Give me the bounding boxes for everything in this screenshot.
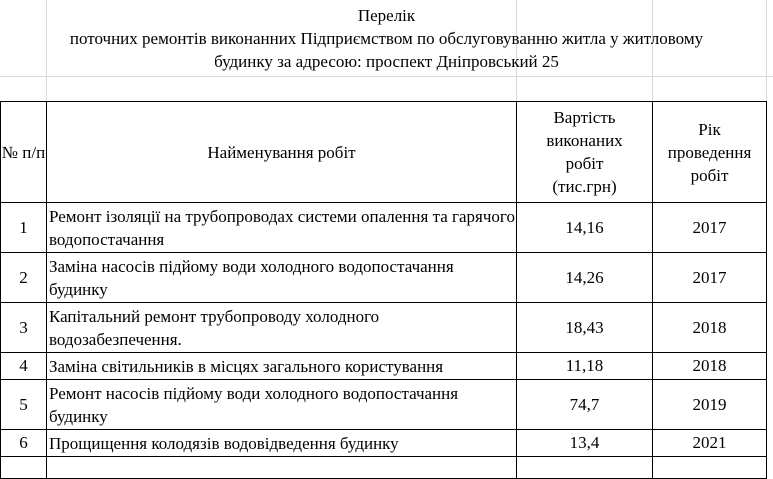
empty-cell <box>653 457 767 479</box>
header-name: Найменування робіт <box>47 102 517 203</box>
title-line-1: Перелік <box>357 6 416 25</box>
table-row <box>1 430 767 457</box>
document-title <box>0 4 773 73</box>
table-row <box>1 203 767 253</box>
row-name: Ремонт насосів підйому води холодного водопостачання будинку <box>47 380 517 430</box>
row-year: 2018 <box>653 353 767 380</box>
row-num: 1 <box>1 203 47 253</box>
row-cost: 14,16 <box>517 203 653 253</box>
table-row <box>1 303 767 353</box>
table-row <box>1 380 767 430</box>
row-cost: 14,26 <box>517 253 653 303</box>
table-empty-row <box>1 457 767 479</box>
empty-cell <box>1 457 47 479</box>
header-cost: Вартість виконаних робіт (тис.грн) <box>517 102 653 203</box>
row-year: 2017 <box>653 253 767 303</box>
header-year: Рік проведення робіт <box>653 102 767 203</box>
title-line-3: будинку за адресою: проспект Дніпровський 25 <box>214 52 559 71</box>
table-row <box>1 353 767 380</box>
row-cost: 13,4 <box>517 430 653 457</box>
row-year: 2019 <box>653 380 767 430</box>
row-name: Капітальний ремонт трубопроводу холодного водозабезпечення. <box>47 303 517 353</box>
row-num: 4 <box>1 353 47 380</box>
row-cost: 11,18 <box>517 353 653 380</box>
grid-row-line <box>0 76 773 77</box>
table-header-row <box>1 102 767 203</box>
row-name: Заміна насосів підйому води холодного водопостачання будинку <box>47 253 517 303</box>
row-num: 5 <box>1 380 47 430</box>
row-name: Заміна світильників в місцях загального користування <box>47 353 517 380</box>
row-num: 2 <box>1 253 47 303</box>
empty-cell <box>517 457 653 479</box>
row-year: 2017 <box>653 203 767 253</box>
row-num: 6 <box>1 430 47 457</box>
title-line-2: поточних ремонтів виконанних Підприємством по обслуговуванню житла у житловому <box>69 29 704 48</box>
header-num: № п/п <box>1 102 47 203</box>
table-row <box>1 253 767 303</box>
row-year: 2018 <box>653 303 767 353</box>
works-table <box>0 101 767 479</box>
row-num: 3 <box>1 303 47 353</box>
row-cost: 74,7 <box>517 380 653 430</box>
row-name: Ремонт ізоляції на трубопроводах системи опалення та гарячого водопостачання <box>47 203 517 253</box>
row-year: 2021 <box>653 430 767 457</box>
row-name: Прощищення колодязів водовідведення будинку <box>47 430 517 457</box>
row-cost: 18,43 <box>517 303 653 353</box>
empty-cell <box>47 457 517 479</box>
